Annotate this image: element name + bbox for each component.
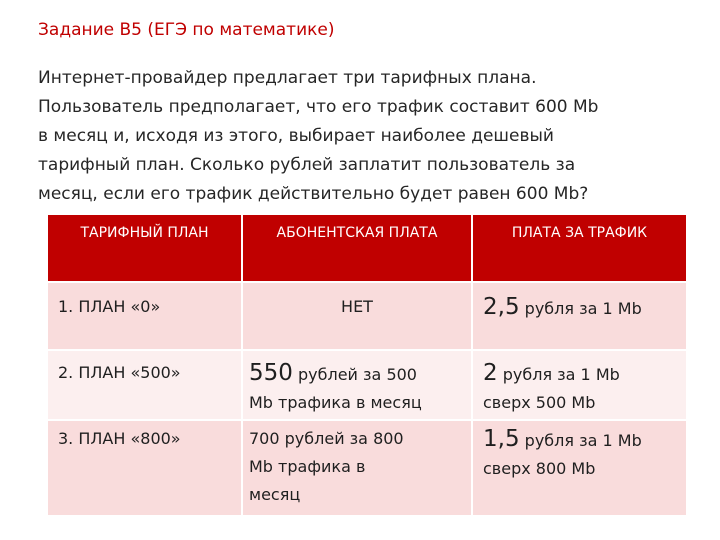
traffic-line <box>483 359 686 389</box>
fee-line: месяц <box>249 485 301 504</box>
plan-cell: 1. ПЛАН «0» <box>47 282 242 350</box>
traffic-rate-text: рубля за 1 Mb <box>519 431 642 450</box>
fee-amount: 550 <box>249 360 293 386</box>
header-plan: ТАРИФНЫЙ ПЛАН <box>47 214 242 282</box>
table-row <box>47 350 687 420</box>
problem-text <box>38 64 706 209</box>
traffic-line <box>483 425 686 455</box>
table-row <box>47 420 687 516</box>
problem-line: тарифный план. Сколько рублей заплатит пользователь за <box>38 155 576 175</box>
table-row <box>47 282 687 350</box>
fee-cell <box>242 420 472 516</box>
traffic-line: сверх 500 Mb <box>483 393 596 412</box>
header-traffic-fee: ПЛАТА ЗА ТРАФИК <box>472 214 687 282</box>
traffic-rate-text: рубля за 1 Mb <box>497 365 620 384</box>
fee-cell <box>242 350 472 420</box>
fee-line: Mb трафика в <box>249 457 366 476</box>
traffic-rate: 1,5 <box>483 426 520 452</box>
traffic-cell <box>472 350 687 420</box>
problem-line: в месяц и, исходя из этого, выбирает наиболее дешевый <box>38 126 554 146</box>
traffic-rate: 2 <box>483 360 498 386</box>
tariff-table <box>46 213 688 517</box>
fee-line <box>249 359 471 389</box>
fee-cell <box>242 282 472 350</box>
problem-line: месяц, если его трафик действительно будет равен 600 Mb? <box>38 184 589 204</box>
traffic-rate-text: рубля за 1 Mb <box>519 299 642 318</box>
task-title: Задание В5 (ЕГЭ по математике) <box>38 20 335 40</box>
fee-line: Mb трафика в месяц <box>249 393 422 412</box>
plan-cell: 2. ПЛАН «500» <box>47 350 242 420</box>
fee-text: рублей за 500 <box>292 365 417 384</box>
problem-line: Интернет-провайдер предлагает три тарифных плана. <box>38 68 537 88</box>
traffic-cell <box>472 282 687 350</box>
header-subscription-fee: АБОНЕНТСКАЯ ПЛАТА <box>242 214 472 282</box>
plan-cell: 3. ПЛАН «800» <box>47 420 242 516</box>
traffic-line <box>483 293 686 323</box>
traffic-line: сверх 800 Mb <box>483 459 596 478</box>
traffic-cell <box>472 420 687 516</box>
table-header-row <box>47 214 687 282</box>
problem-line: Пользователь предполагает, что его трафик составит 600 Mb <box>38 97 599 117</box>
fee-line: НЕТ <box>341 297 373 316</box>
fee-line: 700 рублей за 800 <box>249 429 404 448</box>
traffic-rate: 2,5 <box>483 294 520 320</box>
